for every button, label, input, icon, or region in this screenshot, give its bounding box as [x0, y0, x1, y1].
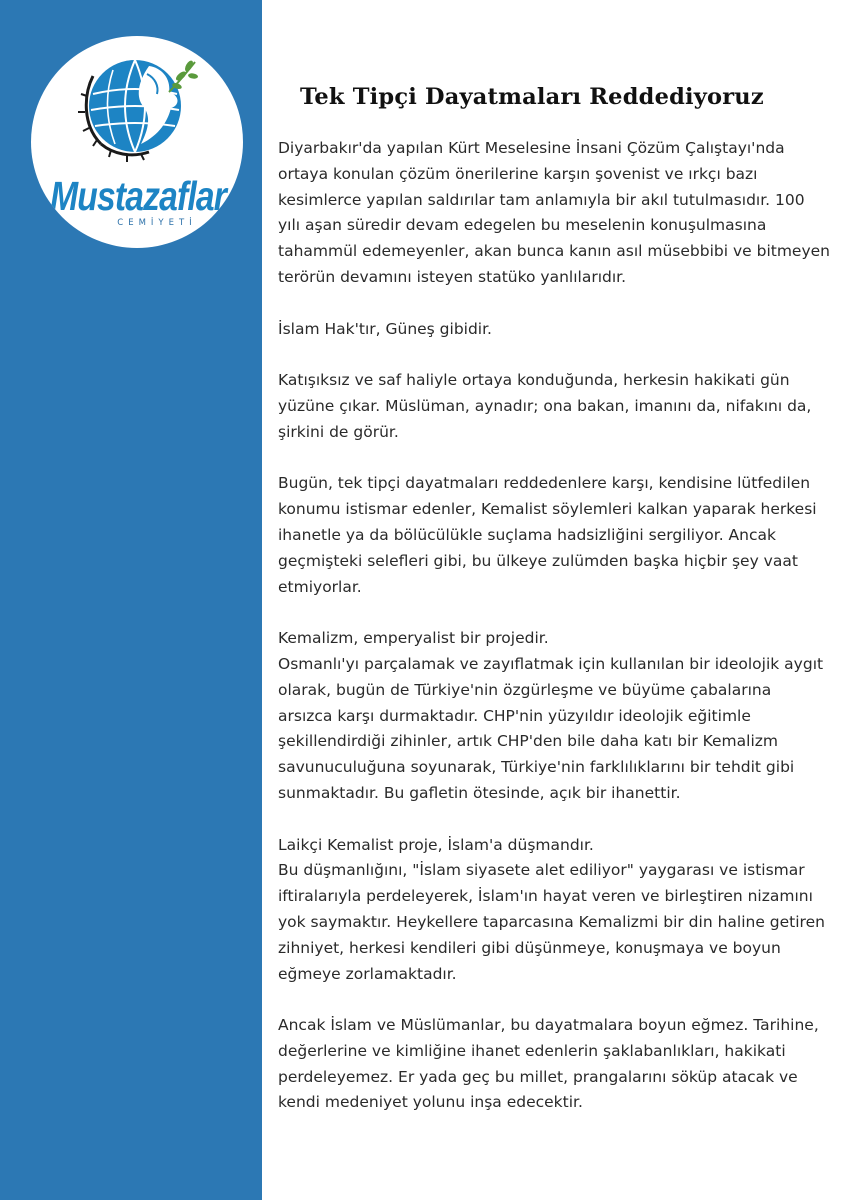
paragraph-3: Katışıksız ve saf haliyle ortaya konduğunda, herkesin hakikati gün yüzüne çıkar. Müslüman, aynadır; ona bakan, imanını da, nifakını da, şirkini de görür. [278, 371, 812, 441]
document-content [262, 0, 848, 1200]
paragraph-2: İslam Hak'tır, Güneş gibidir. [278, 319, 492, 338]
logo-subtitle: CEMİYETİ [117, 218, 197, 228]
logo-wordmark: Mustazaflar [50, 173, 227, 219]
paragraph-4: Bugün, tek tipçi dayatmaları reddedenlere karşı, kendisine lütfedilen konumu istismar edenler, Kemalist söylemleri kalkan yaparak herkesi ihanetle ya da bölücülükle suçlama hadsizliğini sergiliyor. Ancak geçmişteki selefleri gibi, bu ülkeye zulümden başka hiçbir şey vaat etmiyorlar. [278, 474, 817, 596]
paragraph-6-heading: Laikçi Kemalist proje, İslam'a düşmandır. [278, 835, 594, 854]
paragraph-1: Diyarbakır'da yapılan Kürt Meselesine İnsani Çözüm Çalıştayı'nda ortaya konulan çözüm önerilerine karşın şovenist ve ırkçı bazı kesimlerce yapılan saldırılar tam anlamıyla bir akıl tutulmasıdır. 100 yılı aşan süredir devam edegelen bu meselenin konuşulmasına tahammül edemeyenler, akan bunca kanın asıl müsebbibi ve bitmeyen terörün devamını isteyen statüko yanlılarıdır. [278, 139, 830, 286]
paragraph-7: Ancak İslam ve Müslümanlar, bu dayatmalara boyun eğmez. Tarihine, değerlerine ve kimliğine ihanet edenlerin şaklabanlıkları, hakikati perdeleyemez. Er yada geç bu millet, prangalarını söküp atacak ve kendi medeniyet yolunu inşa edecektir. [278, 1016, 819, 1112]
paragraph-5-heading: Kemalizm, emperyalist bir projedir. [278, 629, 549, 648]
paragraph-5: Osmanlı'yı parçalamak ve zayıflatmak için kullanılan bir ideolojik aygıt olarak, bugün de Türkiye'nin özgürleşme ve büyüme çabalarına arsızca karşı durmaktadır. CHP'nin yüzyıldır ideolojik eğitimle şekillendirdiği zihinler, artık CHP'den bile daha katı bir Kemalizm savunuculuğuna soyunarak, Türkiye'nin farklılıklarını bir tehdit gibi sunmaktadır. Bu gafletin ötesinde, açık bir ihanettir. [278, 654, 824, 802]
document-body [278, 136, 830, 1142]
organization-logo [31, 36, 243, 248]
sidebar-panel [0, 0, 262, 1200]
document-title: Tek Tipçi Dayatmaları Reddediyoruz [300, 84, 764, 110]
paragraph-6: Bu düşmanlığını, "İslam siyasete alet ediliyor" yaygarası ve istismar iftiralarıyla perdeleyerek, İslam'ın hayat veren ve birleştiren nizamını yok saymaktır. Heykellere taparcasına Kemalizmi bir din haline getiren zihniyet, herkesi kendileri gibi düşünmeye, konuşmaya ve boyun eğmeye zorlamaktadır. [278, 861, 825, 983]
